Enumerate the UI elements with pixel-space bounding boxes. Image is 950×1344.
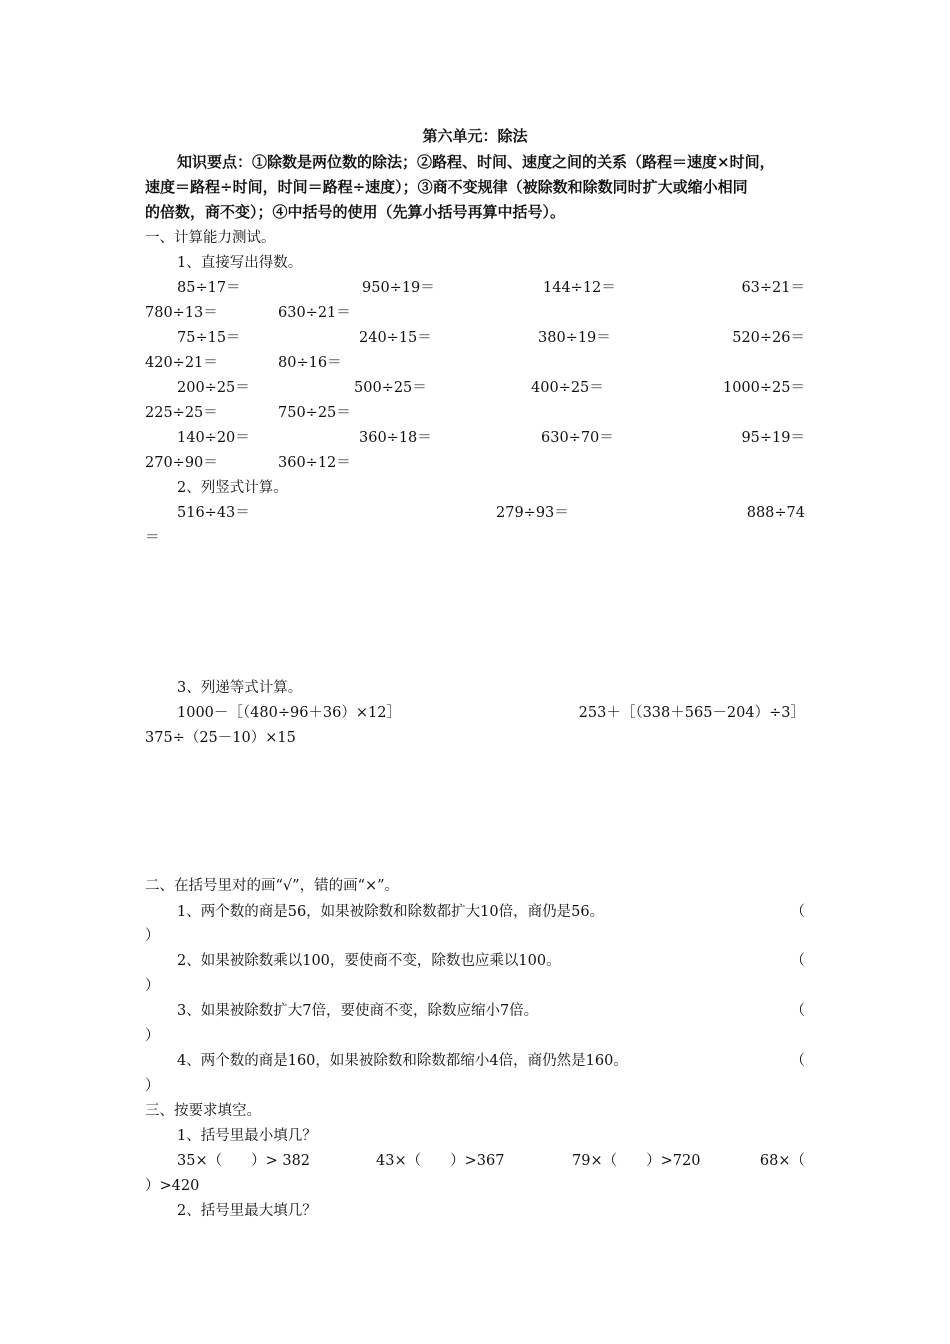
problem: 1000－［（480÷96＋36）×12］ <box>177 705 401 721</box>
problem: 360÷18＝ <box>359 430 432 446</box>
answer-paren-open: （ <box>790 953 805 969</box>
judge-statement: 2、如果被除数乘以100，要使商不变，除数也应乘以100。 <box>177 953 561 969</box>
problem: 420÷21＝ <box>145 355 218 371</box>
fill-blank: 79×（ ）>720 <box>572 1153 701 1169</box>
problem: 270÷90＝ <box>145 455 218 471</box>
key-points-line-3: 的倍数，商不变）；④中括号的使用（先算小括号再算中括号）。 <box>145 203 566 221</box>
problem: 950÷19＝ <box>362 280 435 296</box>
fill-blank: 68×（ <box>759 1153 805 1169</box>
fill-blank: 43×（ ）>367 <box>376 1153 505 1169</box>
problem: 516÷43＝ <box>177 505 250 521</box>
answer-paren-close: ） <box>145 1078 160 1094</box>
problem: 780÷13＝ <box>145 305 218 321</box>
section-1-heading: 一、计算能力测试。 <box>145 230 276 246</box>
answer-paren-close: ） <box>145 928 160 944</box>
problem: 200÷25＝ <box>177 380 250 396</box>
s3-q2-label: 2、括号里最大填几？ <box>177 1203 317 1219</box>
problem: 1000÷25＝ <box>722 380 805 396</box>
page-title: 第六单元：除法 <box>422 127 528 145</box>
problem: 630÷21＝ <box>278 305 351 321</box>
problem: 520÷26＝ <box>732 330 805 346</box>
problem: 225÷25＝ <box>145 405 218 421</box>
fill-blank-wrap: ）>420 <box>145 1178 200 1194</box>
judge-statement: 4、两个数的商是160，如果被除数和除数都缩小4倍，商仍然是160。 <box>177 1053 628 1069</box>
section-3-heading: 三、按要求填空。 <box>145 1103 261 1119</box>
fill-blank: 35×（ ）> 382 <box>177 1153 311 1169</box>
problem: 888÷74 <box>746 505 805 521</box>
problem: 253＋［（338＋565－204）÷3］ <box>578 705 805 721</box>
judge-statement: 1、两个数的商是56，如果被除数和除数都扩大10倍，商仍是56。 <box>177 904 605 920</box>
answer-paren-open: （ <box>790 1003 805 1019</box>
problem: 144÷12＝ <box>543 280 616 296</box>
problem: 750÷25＝ <box>278 405 351 421</box>
problem: 140÷20＝ <box>177 430 250 446</box>
problem: 500÷25＝ <box>354 380 427 396</box>
problem-wrap: ＝ <box>145 530 160 546</box>
s3-q1-label: 1、括号里最小填几？ <box>177 1128 317 1144</box>
problem: 400÷25＝ <box>531 380 604 396</box>
q1-label: 1、直接写出得数。 <box>177 255 303 271</box>
answer-paren-open: （ <box>790 904 805 920</box>
problem: 240÷15＝ <box>359 330 432 346</box>
problem: 380÷19＝ <box>538 330 611 346</box>
problem: 279÷93＝ <box>496 505 569 521</box>
problem: 360÷12＝ <box>278 455 351 471</box>
q3-label: 3、列递等式计算。 <box>177 680 303 696</box>
judge-statement: 3、如果被除数扩大7倍，要使商不变，除数应缩小7倍。 <box>177 1003 539 1019</box>
problem: 85÷17＝ <box>177 280 241 296</box>
problem: 630÷70＝ <box>541 430 614 446</box>
key-points-line-2: 速度＝路程÷时间，时间＝路程÷速度）；③商不变规律（被除数和除数同时扩大或缩小相同 <box>145 178 748 196</box>
answer-paren-close: ） <box>145 978 160 994</box>
problem: 75÷15＝ <box>177 330 241 346</box>
key-points-line-1: 知识要点：①除数是两位数的除法；②路程、时间、速度之间的关系（路程＝速度×时间， <box>177 153 775 171</box>
problem: 375÷（25－10）×15 <box>145 730 296 746</box>
section-2-heading: 二、在括号里对的画“√”，错的画“×”。 <box>145 878 400 894</box>
answer-paren-open: （ <box>790 1053 805 1069</box>
problem: 63÷21＝ <box>741 280 805 296</box>
q2-label: 2、列竖式计算。 <box>177 480 288 496</box>
problem: 80÷16＝ <box>278 355 342 371</box>
problem: 95÷19＝ <box>741 430 805 446</box>
answer-paren-close: ） <box>145 1028 160 1044</box>
